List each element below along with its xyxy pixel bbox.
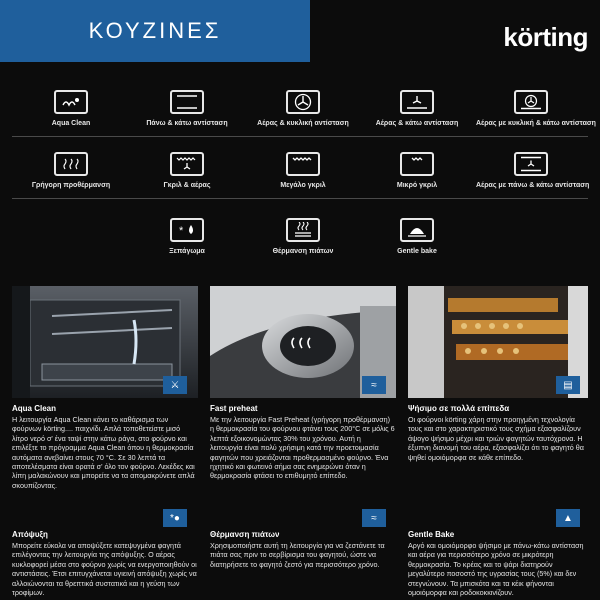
grill-fan-icon bbox=[170, 152, 204, 176]
aqua-clean-badge-icon: ⚔ bbox=[163, 376, 187, 394]
divider bbox=[12, 136, 588, 137]
function-defrost bbox=[132, 218, 242, 255]
function-label: Πάνω & κάτω αντίσταση bbox=[146, 120, 228, 127]
function-label: Θέρμανση πιάτων bbox=[272, 248, 334, 255]
function-large-grill bbox=[248, 152, 358, 189]
fan-ring-bottom-heat-icon bbox=[514, 90, 548, 114]
feature-defrost bbox=[12, 530, 197, 597]
large-grill-icon bbox=[286, 152, 320, 176]
page-title-box bbox=[0, 0, 310, 62]
function-grill-fan bbox=[132, 152, 242, 189]
feature-title: Fast preheat bbox=[210, 404, 258, 413]
fan-bottom-heat-icon bbox=[400, 90, 434, 114]
gentle-bake-icon bbox=[400, 218, 434, 242]
function-aqua-clean bbox=[16, 90, 126, 127]
feature-multilevel bbox=[408, 404, 588, 462]
function-label: Aqua Clean bbox=[51, 120, 91, 127]
fast-preheat-badge-icon: ≈ bbox=[362, 376, 386, 394]
gentle-bake-badge-icon: ▲ bbox=[556, 509, 580, 527]
fast-preheat-icon bbox=[54, 152, 88, 176]
aqua-clean-icon bbox=[54, 90, 88, 114]
function-fan-ring-bottom-heat bbox=[476, 90, 596, 127]
top-bottom-heat-icon bbox=[170, 90, 204, 114]
feature-text: Η λειτουργία Aqua Clean κάνει το καθάρισμα των φούρνων körting.... παιχνίδι. Απλά τοποθετείστε μισό λίτρο νερό σ' ένα ταψί στην κάτω ράγα, στο φούρνο και επιλέξτε το πρόγραμμα Aqua Clean όπου η θερμοκρασία αυτόματα ανεβαίνει στους 70 °C. Σε 30 λεπτά τα αποτελέσματα είναι ορατά σ' όλο τον φούρνο. Λεκέδες και λίπη μαλακώνουν και μπορείτε να τα απομακρύνετε απλά σκουπίζοντας. bbox=[12, 415, 195, 490]
function-top-bottom-heat bbox=[132, 90, 242, 127]
function-fast-preheat bbox=[16, 152, 126, 189]
feature-text: Αργό και ομοιόμορφο ψήσιμο με πάνω-κάτω αντίσταση και αέρα για περισσότερο χρόνο σε μικρότερη θερμοκρασία. Το κρέας και το ψάρι διατηρούν μεγαλύτερο ποσοστό της υγρασίας τους (5%) και δεν στεγνώνουν. Τα μπισκότα και τα κέικ φήνονται ομοιόμορφα και ροδοκοκκινίζουν. bbox=[408, 541, 584, 598]
feature-fast-preheat bbox=[210, 404, 395, 481]
feature-aqua-clean bbox=[12, 404, 197, 490]
fan-top-bottom-heat-icon bbox=[514, 152, 548, 176]
feature-text: Χρησιμοποιήστε αυτή τη λειτουργία για να ζεστάνετε τα πιάτα σας πριν το σερβίρισμα του φαγητού, ώστε να διατηρήσετε το φαγητό ζεστό για περισσότερο χρόνο. bbox=[210, 541, 385, 569]
function-label: Γρήγορη προθέρμανση bbox=[31, 182, 111, 189]
feature-title: Ψήσιμο σε πολλά επίπεδα bbox=[408, 404, 510, 413]
function-fan-ring-heat bbox=[248, 90, 358, 127]
defrost-icon bbox=[170, 218, 204, 242]
feature-title: Gentle Bake bbox=[408, 530, 455, 539]
feature-plate-warming bbox=[210, 530, 395, 569]
feature-text: Με την λειτουργία Fast Preheat (γρήγορη προθέρμανση) η θερμοκρασία του φούρνου φτάνει τους 200°C σε μόλις 6 λεπτά εξοικονομώντας 30% του χρόνου. Αυτή η λειτουργία είναι πολύ χρήσιμη κατά την προετοιμασία φαγητών που χρειάζονται προθερμασμένο φούρνο. Ένα ηχητικό και φωτεινό σήμα σας ενημερώνει όταν η θερμοκρασία φτάσει το επιθυμητό επίπεδο. bbox=[210, 415, 395, 481]
function-label: Μικρό γκριλ bbox=[396, 182, 438, 189]
feature-title: Θέρμανση πιάτων bbox=[210, 530, 280, 539]
fan-ring-heat-icon bbox=[286, 90, 320, 114]
function-label: Αέρας με πάνω & κάτω αντίσταση bbox=[476, 182, 590, 189]
divider bbox=[12, 198, 588, 199]
small-grill-icon bbox=[400, 152, 434, 176]
function-label: Gentle bake bbox=[397, 248, 437, 255]
page-title: ΚΟΥΖΙΝΕΣ bbox=[88, 18, 222, 43]
feature-title: Aqua Clean bbox=[12, 404, 57, 413]
function-label: Αέρας & κυκλική αντίσταση bbox=[257, 120, 349, 127]
feature-title: Απόψυξη bbox=[12, 530, 48, 539]
top-bottom-heat-badge-icon: ▤ bbox=[556, 376, 580, 394]
function-fan-top-bottom-heat bbox=[476, 152, 590, 189]
plate-warming-icon bbox=[286, 218, 320, 242]
function-label: Ξεπάγωμα bbox=[169, 248, 205, 255]
function-small-grill bbox=[362, 152, 472, 189]
feature-gentle-bake bbox=[408, 530, 588, 597]
plate-warming-badge-icon: ≈ bbox=[362, 509, 386, 527]
svg-text:*: * bbox=[179, 225, 184, 237]
defrost-badge-icon: *● bbox=[163, 509, 187, 527]
function-gentle-bake bbox=[362, 218, 472, 255]
function-label: Μεγάλο γκριλ bbox=[280, 182, 326, 189]
function-fan-bottom-heat bbox=[362, 90, 472, 127]
function-label: Αέρας & κάτω αντίσταση bbox=[375, 120, 459, 127]
header bbox=[0, 0, 600, 62]
feature-text: Οι φούρνοι körting χάρη στην προηγμένη τεχνολογία τους και στο χαρακτηριστικό τους σχήμα εξασφαλίζουν άψογο ψήσιμο μέχρι και τριών φαγητών ταυτόχρονα. Η έξυπνη διανομή του αέρα, εξασφαλίζει ότι το φαγητό θα ψηθεί ομοιόμορφα σε κάθε επίπεδο. bbox=[408, 415, 584, 462]
function-plate-warming bbox=[248, 218, 358, 255]
feature-text: Μπορείτε εύκολα να αποψύξετε κατεψυγμένα φαγητά επιλέγοντας την λειτουργία της απόψυξης. Ο αέρας κυκλοφορεί μέσα στο φούρνο χωρίς να ενεργοποιηθούν οι αντιστάσεις. Έτσι επιτυγχάνεται υγιεινή απόψυξη χωρίς να αλλοιώνονται τα θρεπτικά συστατικά και η γεύση των τροφίμων. bbox=[12, 541, 197, 598]
function-label: Αέρας με κυκλική & κάτω αντίσταση bbox=[476, 120, 596, 127]
brand-logo: körting bbox=[503, 22, 588, 52]
function-label: Γκριλ & αέρας bbox=[163, 182, 211, 189]
